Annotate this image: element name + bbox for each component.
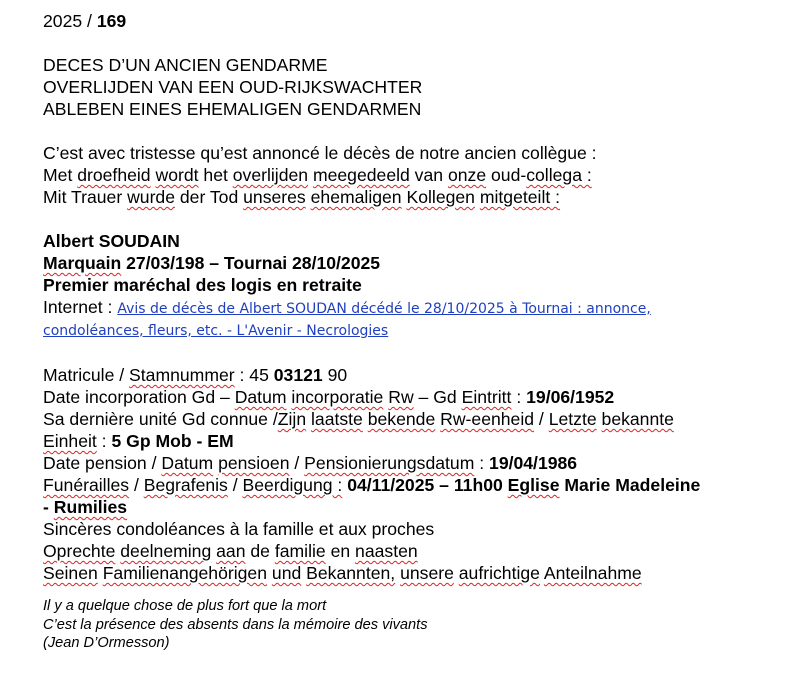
title-nl: OVERLIJDEN VAN EEN OUD-RIJKSWACHTER xyxy=(43,77,423,97)
funeral-line-cont: - Rumilies xyxy=(43,497,128,517)
bulletin-number: 2025 / 169 xyxy=(43,11,127,31)
condolences-fr: Sincères condoléances à la famille et aux proches xyxy=(43,519,435,539)
quote-line-1: Il y a quelque chose de plus fort que la mort xyxy=(43,598,327,614)
title-de: ABLEBEN EINES EHEMALIGEN GENDARMEN xyxy=(43,99,422,119)
intro-de: Mit Trauer wurde der Tod unseres ehemaligen Kollegen mitgeteilt : xyxy=(43,187,561,207)
incorporation-line: Date incorporation Gd – Datum incorporatie Rw – Gd Eintritt : 19/06/1952 xyxy=(43,387,615,407)
obituary-link[interactable]: Avis de décès de Albert SOUDAN décédé le 28/10/2025 à Tournai : annonce, xyxy=(117,301,651,317)
unit-line-cont: Einheit : 5 Gp Mob - EM xyxy=(43,431,234,451)
internet-line: Internet : Avis de décès de Albert SOUDAN décédé le 28/10/2025 à Tournai : annonce, xyxy=(43,297,651,317)
matricule-line: Matricule / Stamnummer : 45 03121 90 xyxy=(43,365,348,385)
intro-fr: C’est avec tristesse qu’est annoncé le décès de notre ancien collègue : xyxy=(43,143,597,163)
funeral-line: Funérailles / Begrafenis / Beerdigung : 04/11/2025 – 11h00 Eglise Marie Madeleine xyxy=(43,475,701,495)
unit-line: Sa dernière unité Gd connue /Zijn laatste bekende Rw-eenheid / Letzte bekannte xyxy=(43,409,674,429)
person-role: Premier maréchal des logis en retraite xyxy=(43,275,362,295)
person-name: Albert SOUDAIN xyxy=(43,231,180,251)
quote-line-2: C’est la présence des absents dans la mémoire des vivants xyxy=(43,616,428,633)
title-fr: DECES D’UN ANCIEN GENDARME xyxy=(43,55,328,75)
intro-nl: Met droefheid wordt het overlijden meegedeeld van onze oud-collega : xyxy=(43,165,592,185)
obituary-link-cont[interactable]: condoléances, fleurs, etc. - L'Avenir - Necrologies xyxy=(43,323,389,339)
document-page xyxy=(43,10,783,653)
condolences-nl: Oprechte deelneming aan de familie en naasten xyxy=(43,541,418,561)
pension-line: Date pension / Datum pensioen / Pensionierungsdatum : 19/04/1986 xyxy=(43,453,578,473)
person-dates: Marquain 27/03/198 – Tournai 28/10/2025 xyxy=(43,253,381,273)
condolences-de: Seinen Familienangehörigen und Bekannten, unsere aufrichtige Anteilnahme xyxy=(43,563,642,583)
quote-author: (Jean D’Ormesson) xyxy=(43,635,170,651)
